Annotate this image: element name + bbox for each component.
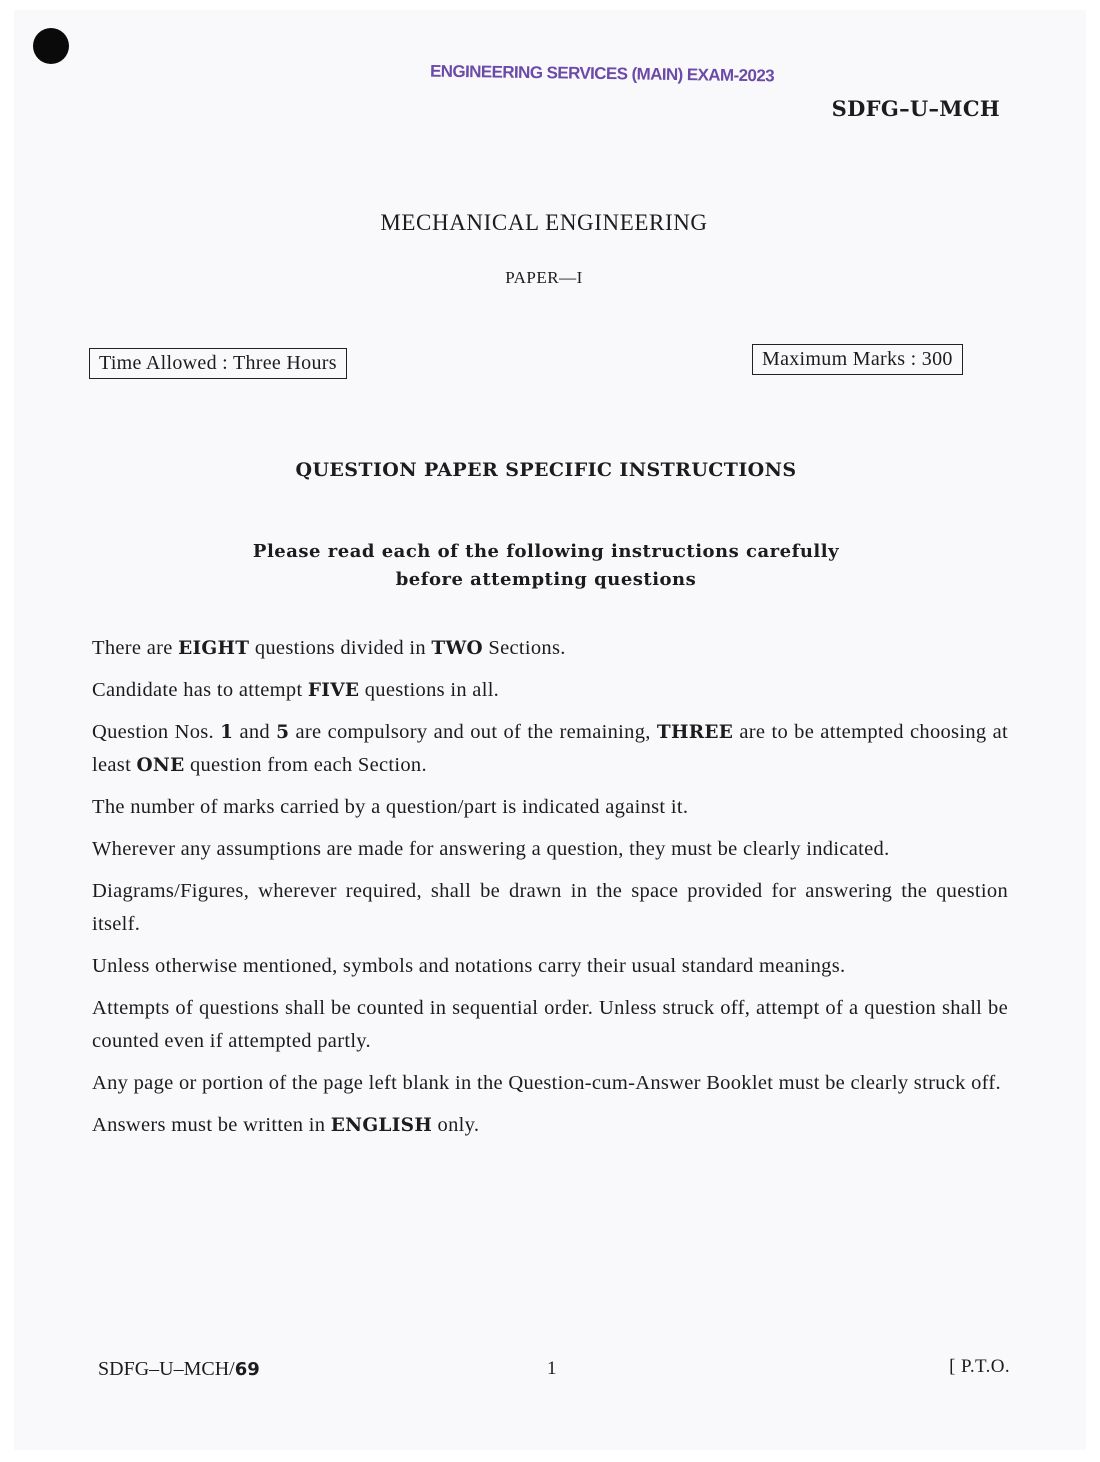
footer-serial: 69 xyxy=(234,1359,260,1380)
paper-number: PAPER—I xyxy=(505,268,583,287)
instruction-emphasis: 1 xyxy=(220,722,234,743)
instruction-text: Attempts of questions shall be counted in sequential order. Unless struck off, attempt of a question shall be counted even if attempted partly. xyxy=(92,997,1008,1052)
instruction-text: and xyxy=(233,721,277,743)
instruction-text: Any page or portion of the page left blank in the Question-cum-Answer Booklet must be clearly struck off. xyxy=(92,1072,1001,1094)
instruction-text: questions in all. xyxy=(359,679,500,701)
instruction-emphasis: ONE xyxy=(136,755,185,776)
paper-code: SDFG–U–MCH xyxy=(831,96,1000,121)
instruction-text: Candidate has to attempt xyxy=(92,679,308,701)
please-turn-over: [ P.T.O. xyxy=(949,1356,1010,1377)
instruction-item xyxy=(92,716,1008,782)
instruction-emphasis: FIVE xyxy=(307,680,360,701)
instruction-item xyxy=(92,875,1008,941)
instruction-item xyxy=(92,992,1008,1058)
instruction-emphasis: ENGLISH xyxy=(330,1115,433,1136)
instruction-text: Unless otherwise mentioned, symbols and notations carry their usual standard meanings. xyxy=(92,955,846,977)
instruction-text: Diagrams/Figures, wherever required, shall be drawn in the space provided for answering the question itself. xyxy=(92,880,1008,935)
instructions-heading: QUESTION PAPER SPECIFIC INSTRUCTIONS xyxy=(295,459,797,481)
instruction-text: are to be attempted choosing at least xyxy=(92,721,1008,776)
instruction-item xyxy=(92,674,1008,707)
instruction-text: There are xyxy=(92,637,179,659)
instruction-emphasis: EIGHT xyxy=(178,638,250,659)
footer-code-text: SDFG–U–MCH/ xyxy=(98,1358,235,1380)
instruction-text: Answers must be written in xyxy=(92,1114,331,1136)
instruction-text: questions divided in xyxy=(249,637,432,659)
read-note-line-2: before attempting questions xyxy=(395,569,697,590)
page-number: 1 xyxy=(547,1358,557,1379)
punch-hole xyxy=(33,28,69,64)
maximum-marks-box: Maximum Marks : 300 xyxy=(752,344,963,375)
instructions-list xyxy=(92,632,1008,1151)
instruction-item xyxy=(92,950,1008,983)
instruction-item xyxy=(92,833,1008,866)
instruction-text: Sections. xyxy=(482,637,566,659)
subject-title: MECHANICAL ENGINEERING xyxy=(380,210,708,235)
instruction-item xyxy=(92,791,1008,824)
instruction-emphasis: THREE xyxy=(656,722,734,743)
instruction-text: only. xyxy=(432,1114,480,1136)
instruction-item xyxy=(92,1067,1008,1100)
exam-stamp: ENGINEERING SERVICES (MAIN) EXAM-2023 xyxy=(429,61,775,86)
read-note-line-1: Please read each of the following instructions carefully xyxy=(252,541,840,562)
instruction-text: Question Nos. xyxy=(92,721,221,743)
instruction-emphasis: 5 xyxy=(276,722,290,743)
instruction-emphasis: TWO xyxy=(431,638,483,659)
time-allowed-box: Time Allowed : Three Hours xyxy=(89,348,347,379)
instruction-item xyxy=(92,1109,1008,1142)
instruction-text: are compulsory and out of the remaining, xyxy=(289,721,657,743)
instruction-item xyxy=(92,632,1008,665)
instruction-text: The number of marks carried by a question/part is indicated against it. xyxy=(92,796,689,818)
read-carefully-note xyxy=(0,538,1092,594)
instruction-text: Wherever any assumptions are made for answering a question, they must be clearly indicated. xyxy=(92,838,890,860)
instruction-text: question from each Section. xyxy=(184,754,427,776)
footer-paper-code xyxy=(98,1358,260,1381)
